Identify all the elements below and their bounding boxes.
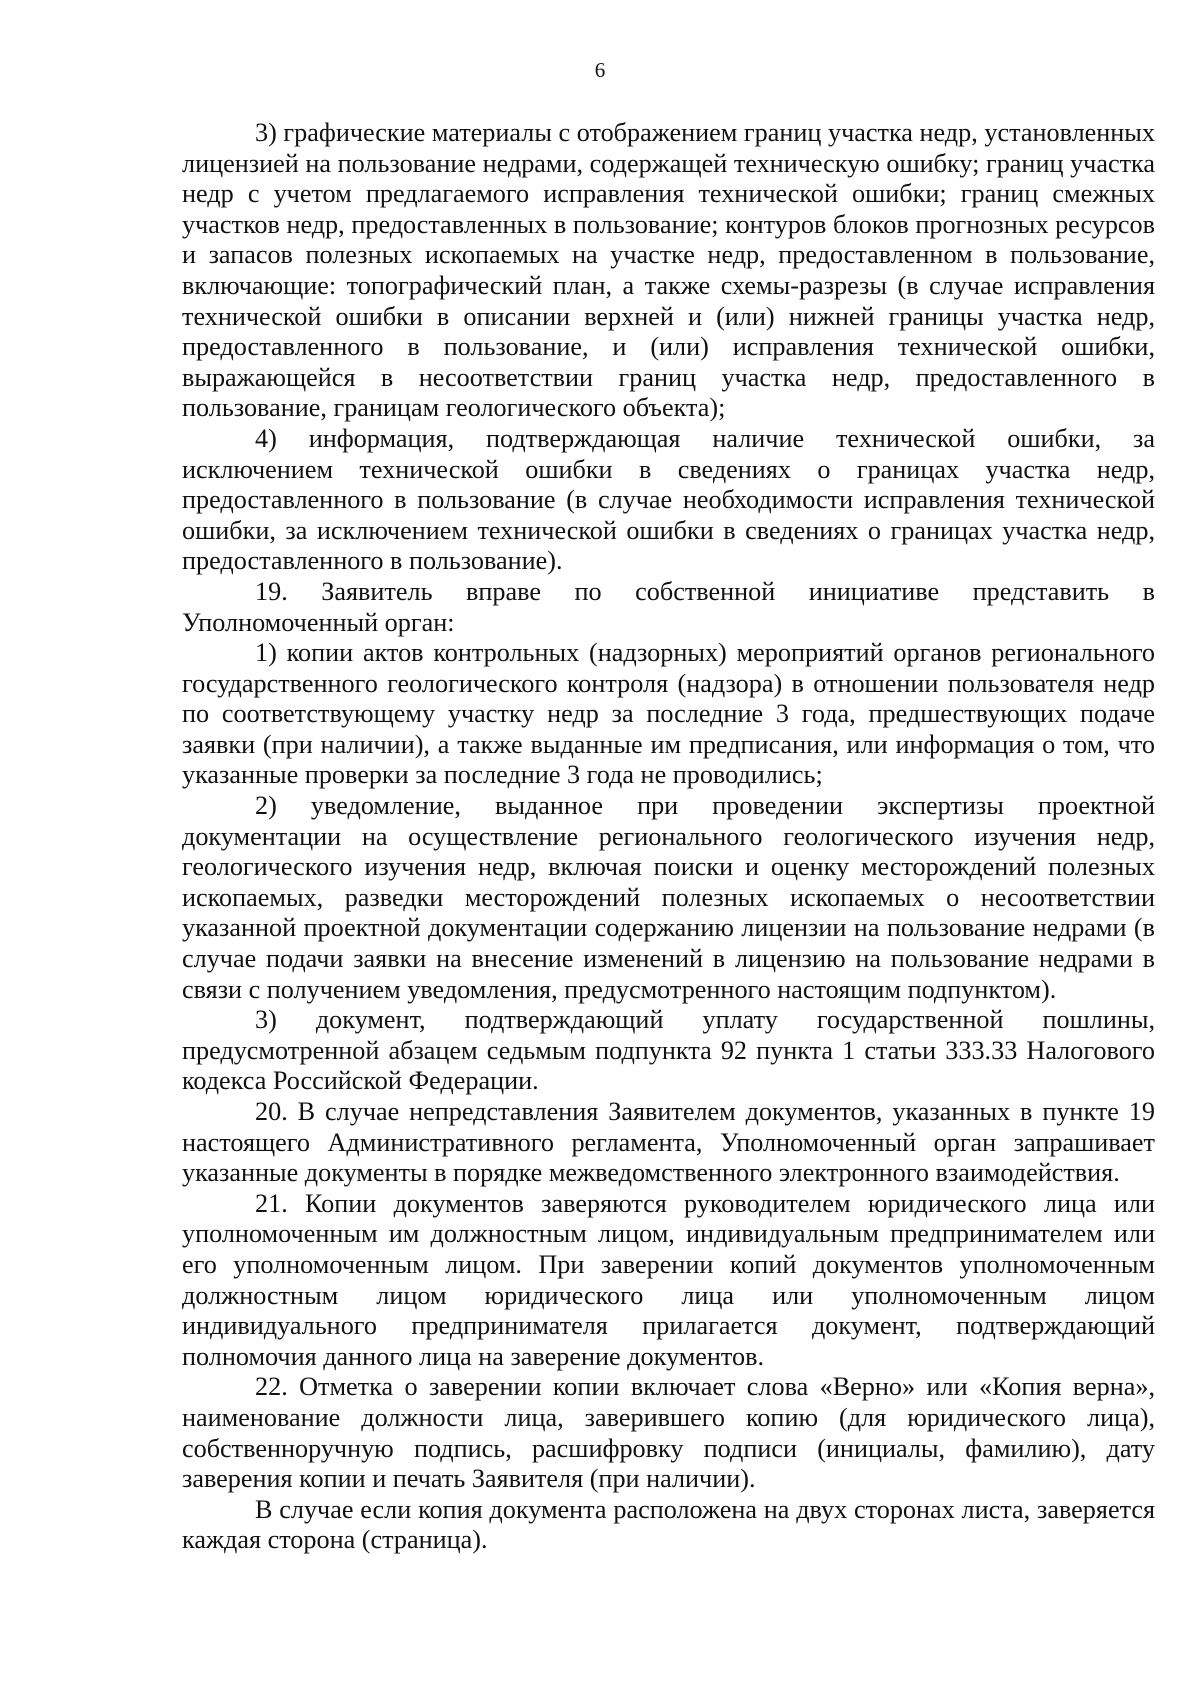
paragraph-graphic-materials: 3) графические материалы с отображением границ участка недр, установленных лицензией на пользование недрами, содержащей техническую ошибку; границ участка недр с учетом предлагаемого исправления технической ошибки; границ смежных участков недр, предоставленных в пользование; контуров блоков прогнозных ресурсов и запасов полезных ископаемых на участке недр, предоставленном в пользование, включающие: топографический план, а также схемы-разрезы (в случае исправления технической ошибки в описании верхней и (или) нижней границы участка недр, предоставленного в пользование, и (или) исправления технической ошибки, выражающейся в несоответствии границ участка недр, предоставленного в пользование, границам геологического объекта); bbox=[182, 118, 1155, 423]
document-body bbox=[182, 118, 1155, 1556]
paragraph-section-21: 21. Копии документов заверяются руководителем юридического лица или уполномоченным им должностным лицом, индивидуальным предпринимателем или его уполномоченным лицом. При заверении копий документов уполномоченным должностным лицом юридического лица или уполномоченным лицом индивидуального предпринимателя прилагается документ, подтверждающий полномочия данного лица на заверение документов. bbox=[182, 1188, 1155, 1371]
paragraph-error-information: 4) информация, подтверждающая наличие технической ошибки, за исключением технической ошибки в сведениях о границах участка недр, предоставленного в пользование (в случае необходимости исправления технической ошибки, за исключением технической ошибки в сведениях о границах участка недр, предоставленного в пользование). bbox=[182, 423, 1155, 576]
page-number: 6 bbox=[594, 58, 606, 82]
paragraph-expertise-notice: 2) уведомление, выданное при проведении экспертизы проектной документации на осуществление регионального геологического изучения недр, геологического изучения недр, включая поиски и оценку месторождений полезных ископаемых, разведки месторождений полезных ископаемых о несоответствии указанной проектной документации содержанию лицензии на пользование недрами (в случае подачи заявки на внесение изменений в лицензию на пользование недрами в связи с получением уведомления, предусмотренного настоящим подпунктом). bbox=[182, 791, 1155, 1004]
paragraph-section-20: 20. В случае непредставления Заявителем документов, указанных в пункте 19 настоящего Административного регламента, Уполномоченный орган запрашивает указанные документы в порядке межведомственного электронного взаимодействия. bbox=[182, 1097, 1155, 1188]
paragraph-state-duty-document: 3) документ, подтверждающий уплату государственной пошлины, предусмотренной абзацем седьмым подпункта 92 пункта 1 статьи 333.33 Налогового кодекса Российской Федерации. bbox=[182, 1005, 1155, 1096]
paragraph-section-19: 19. Заявитель вправе по собственной инициативе представить в Уполномоченный орган: bbox=[182, 576, 1155, 637]
paragraph-two-sided-copy: В случае если копия документа расположена на двух сторонах листа, заверяется каждая сторона (страница). bbox=[182, 1494, 1155, 1555]
paragraph-inspection-acts: 1) копии актов контрольных (надзорных) мероприятий органов регионального государственного геологического контроля (надзора) в отношении пользователя недр по соответствующему участку недр за последние 3 года, предшествующих подаче заявки (при наличии), а также выданные им предписания, или информация о том, что указанные проверки за последние 3 года не проводились; bbox=[182, 638, 1155, 790]
paragraph-section-22: 22. Отметка о заверении копии включает слова «Верно» или «Копия верна», наименование должности лица, заверившего копию (для юридического лица), собственноручную подпись, расшифровку подписи (инициалы, фамилию), дату заверения копии и печать Заявителя (при наличии). bbox=[182, 1372, 1155, 1494]
